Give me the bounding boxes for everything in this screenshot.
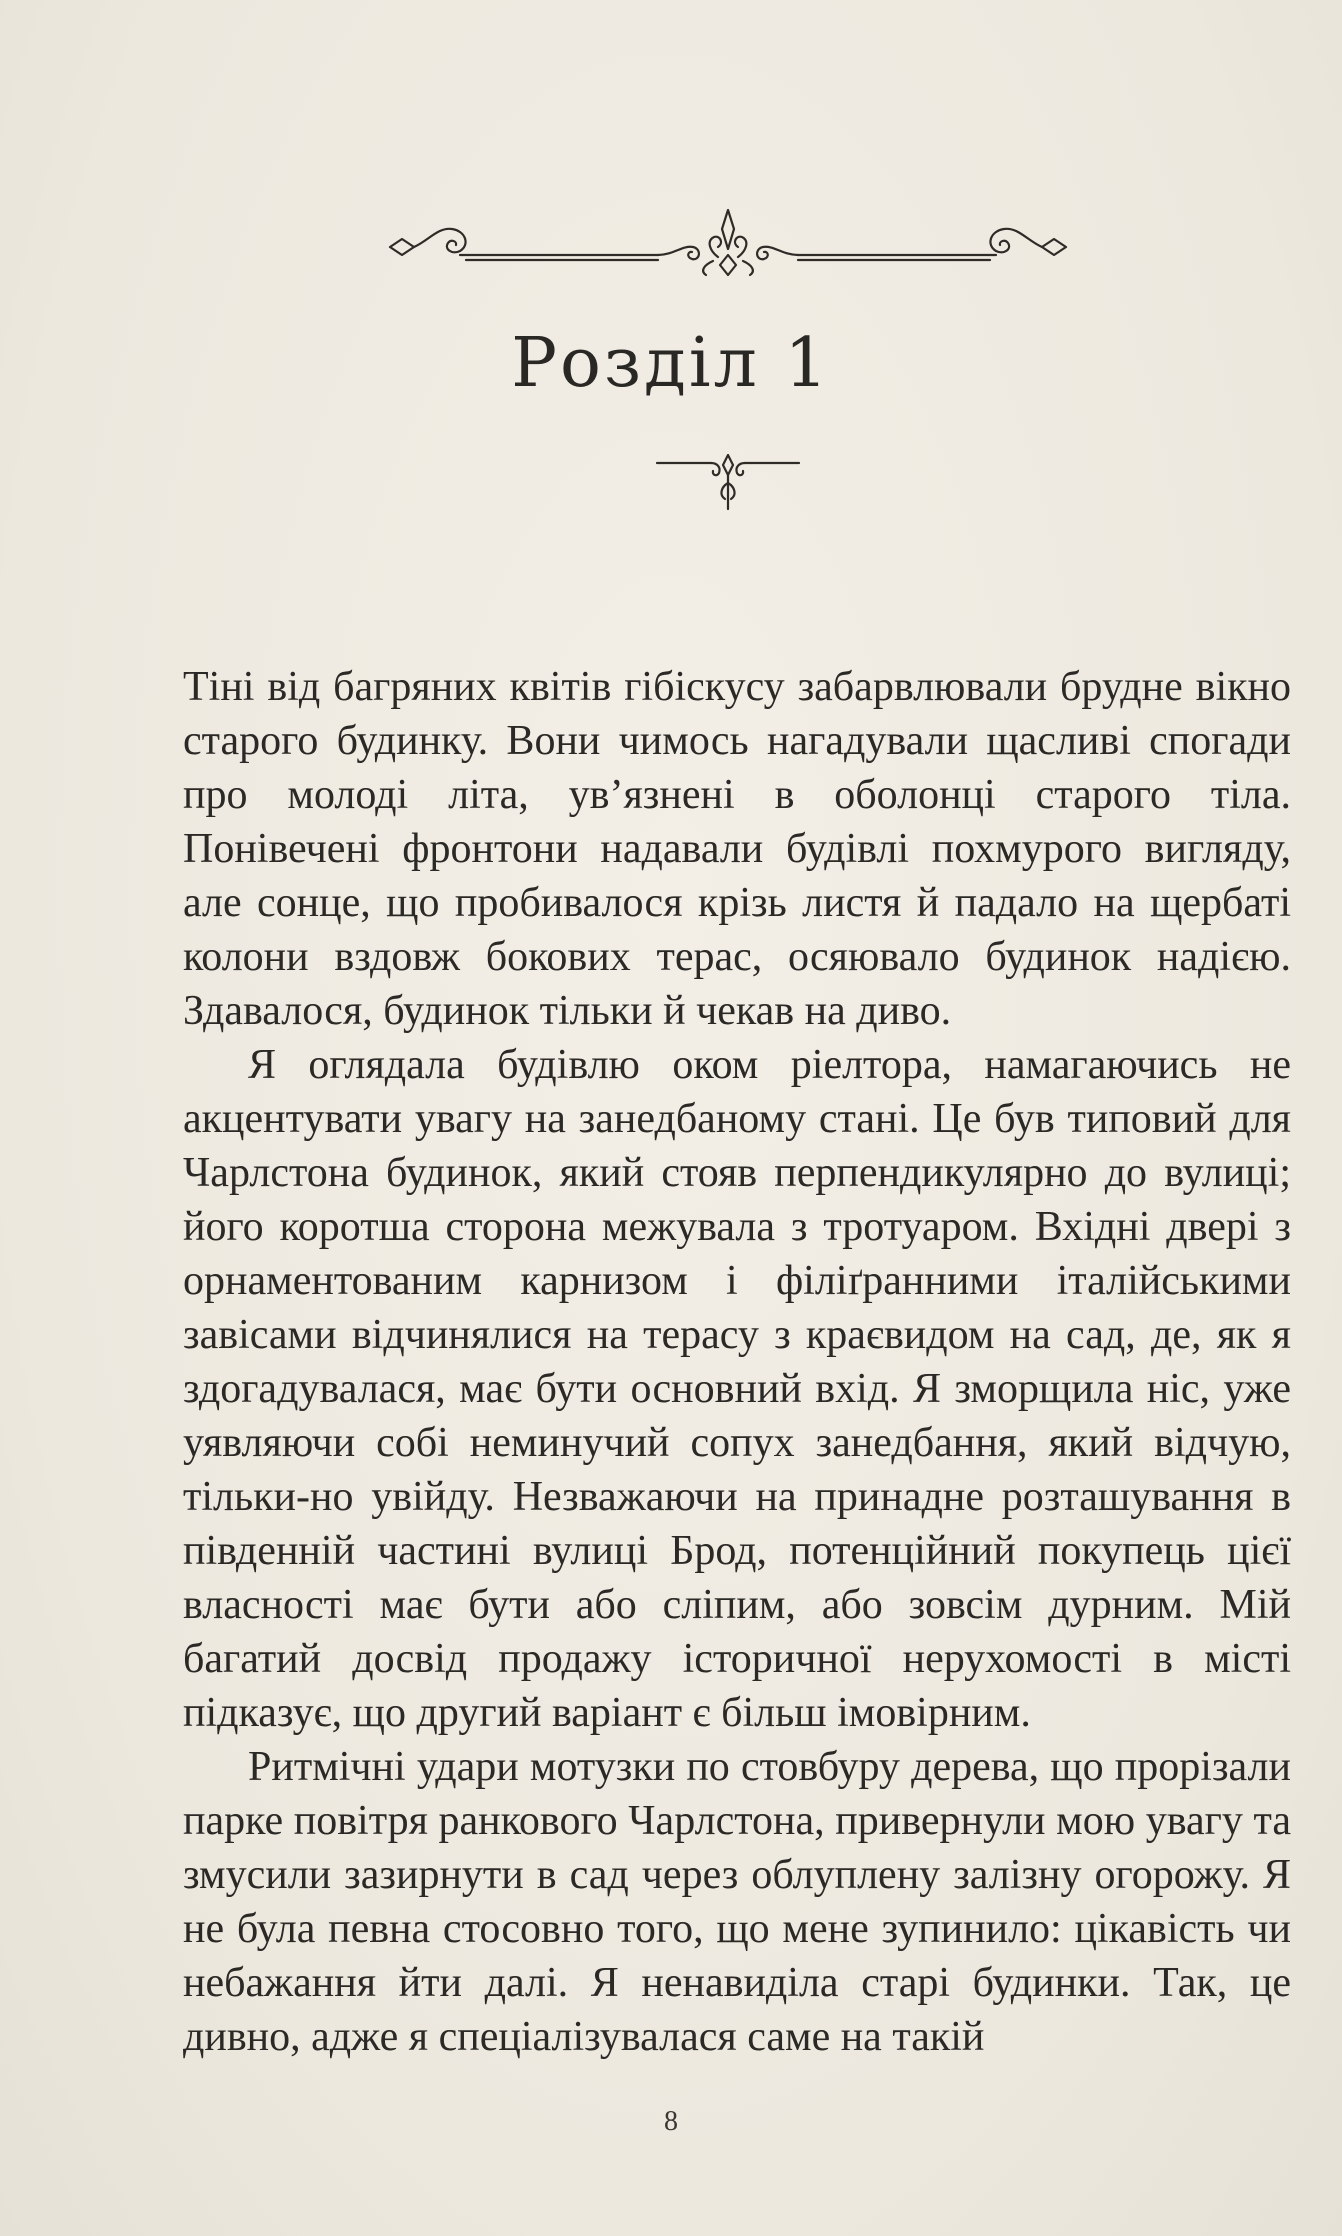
paragraph: Я оглядала будівлю оком ріелтора, намагаючись не акцентувати увагу на занедбаному стані. Це був типовий для Чарлстона будинок, який стояв перпендикулярно до вулиці; його коротша сторона межувала з тротуаром. Вхідні двері з орнаментованим карнизом і філіґранними італійськими завісами відчинялися на терасу з краєвидом на сад, де, як я здогадувалася, має бути основний вхід. Я зморщила ніс, уже уявляючи собі неминучий сопух занедбання, який відчую, тільки-но увійду. Незважаючи на принадне розташування в південній частині вулиці Брод, потенційний покупець цієї власності має бути або сліпим, або зовсім дурним. Мій багатий досвід продажу історичної нерухомості в місті підказує, що другий варіант є більш імовірним. [183, 1042, 1291, 1736]
chapter-body [183, 660, 1291, 2064]
page-number: 8 [664, 2106, 678, 2137]
paragraph: Тіні від багряних квітів гібіскусу забарвлювали брудне вікно старого будинку. Вони чимось нагадували щасливі спогади про молоді літа, ув’язнені в оболонці старого тіла. Понівечені фронтони надавали будівлі похмурого вигляду, але сонце, що пробивалося крізь листя й падало на щербаті колони вздовж бокових терас, осяювало будинок надією. Здавалося, будинок тільки й чекав на диво. [183, 664, 1291, 1034]
flourish-ornament-icon [388, 205, 1068, 290]
paragraph: Ритмічні удари мотузки по стовбуру дерева, що прорізали парке повітря ранкового Чарлстона, привернули мою увагу та змусили зазирнути в сад через облуплену залізну огорожу. Я не була певна стосовно того, що мене зупинило: цікавість чи небажання йти далі. Я ненавиділа старі будинки. Так, це дивно, адже я спеціалізувалася саме на такій [183, 1744, 1291, 2060]
chapter-title: Розділ 1 [511, 324, 831, 403]
fleuron-ornament-icon [655, 453, 801, 513]
